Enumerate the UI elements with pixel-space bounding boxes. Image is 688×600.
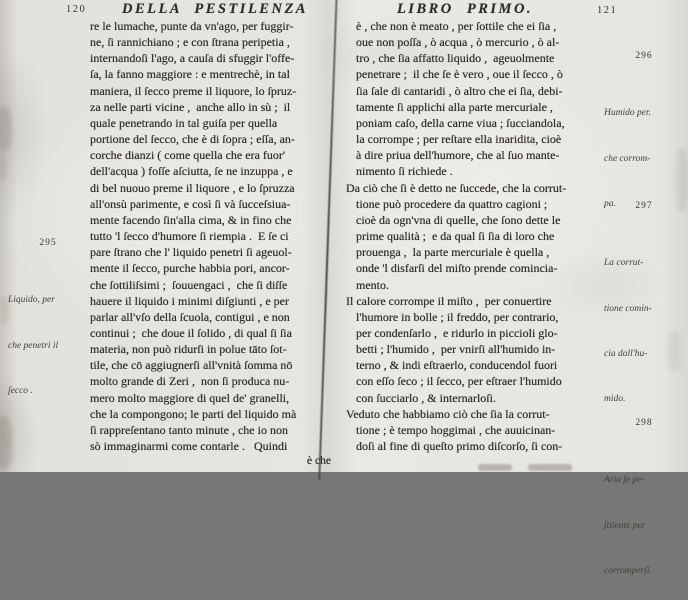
- text-line: internandoſi l'ago, a cauſa di sfuggir l'offe-: [90, 51, 295, 66]
- folio-number-left: 120: [66, 4, 87, 15]
- text-line: re le lumache, punte da vn'ago, per fuggir-: [90, 19, 294, 33]
- text-line: tro , che ſia affatto liquido , ageuolmente: [356, 51, 555, 66]
- text-line: portione del ſecco, che è di ſopra ; eſſa, an-: [90, 132, 295, 147]
- folio-number-right: 121: [597, 5, 618, 16]
- running-title-right: LIBRO PRIMO.: [396, 1, 534, 17]
- margin-note-line: Aria ſe pe-: [604, 475, 645, 486]
- text-line: con ſucciarlo , & internarloſi.: [356, 390, 496, 405]
- cut-off-line-fragment: [478, 464, 512, 471]
- text-line: mento.: [356, 277, 389, 292]
- text-line: prouenga , la parte mercuriale è quella ,: [356, 245, 550, 260]
- margin-note-text: [8, 250, 88, 419]
- body-text-left: [90, 18, 340, 454]
- body-text-right: [346, 18, 612, 454]
- text-line: mente facendo ſin'alla cima, & in fino che: [90, 212, 292, 227]
- margin-note-line: mido.: [604, 394, 626, 405]
- text-line: tamente ſi applichi alla parte mercuriale ,: [356, 99, 553, 114]
- margin-note-text: [604, 213, 684, 428]
- text-line: che la compongono; le parti del liquido mà: [90, 406, 297, 421]
- text-line: tile, che cō aggiugnerſi all'vnità ſomma nō: [90, 358, 293, 373]
- text-line: oue non poſſa , ò acqua , ò mercurio , ò al-: [356, 35, 560, 50]
- text-line: doſi al fine di queſto primo diſcorſo, ſi con-: [356, 439, 563, 454]
- margin-note-line: La corrut-: [604, 258, 644, 269]
- showthrough-mark: [0, 416, 12, 470]
- margin-note-line: che penetri il: [8, 340, 59, 351]
- text-line: di bel nuouo preme il liquore , e lo ſpruzza: [90, 180, 295, 195]
- margin-note-line: cia dall'hu-: [604, 348, 648, 359]
- showthrough-mark: [0, 106, 12, 152]
- text-line: la corrompe ; per reſtare ella inaridita, cioè: [356, 132, 562, 147]
- text-line: materia, non può ridurſi in polue tāto ſot-: [90, 342, 287, 357]
- margin-note: [604, 198, 684, 428]
- text-line: poniam caſo, della carne viua ; ſucciandola,: [356, 115, 565, 130]
- catchword-left: è che: [307, 455, 331, 467]
- margin-note-number: 295: [39, 238, 57, 248]
- text-line: za nelle parti vicine , anche allo in sù ; il: [90, 99, 291, 114]
- text-line: hauere il liquido i minimi diſgiunti , e per: [90, 293, 289, 308]
- margin-note-number: 297: [635, 201, 653, 211]
- text-line: corche dianzi ( come quella che era fuor': [90, 148, 286, 163]
- text-line: Il calore corrompe il miſto , per conuertire: [346, 293, 552, 308]
- text-line: Veduto che habbiamo ciò che ſia la corrut-: [346, 406, 550, 421]
- text-line: ſia ſale di cantaridi , ò altro che ei ſia, debi-: [356, 83, 563, 98]
- text-line: Da ciò che ſi è detto ne ſuccede, che la corrut-: [346, 180, 567, 195]
- margin-note-line: Humido per.: [604, 108, 651, 119]
- text-line: all'onsù parimente, e così ſi và ſucceſsiua-: [90, 196, 291, 211]
- margin-note: [8, 238, 88, 420]
- margin-note-line: ſtilente per: [604, 520, 646, 531]
- text-line: nimento ſi richiede .: [356, 164, 453, 179]
- margin-note-line: Liquido, per: [8, 295, 55, 306]
- text-line: continui ; che doue il ſolido , di qual ſi ſia: [90, 325, 292, 340]
- text-line: con eſſo ſeco ; il ſecco, per eſtraer l'humido: [356, 374, 562, 389]
- margin-note-number: 298: [635, 418, 653, 428]
- cut-off-line-fragment: [528, 464, 572, 471]
- text-line: maniera, il ſecco preme il liquore, lo ſpruz-: [90, 83, 297, 98]
- margin-note-line: ſecco .: [8, 385, 33, 396]
- text-line: mente il ſecco, purche habbia pori, ancor-: [90, 261, 290, 276]
- margin-note-number: 296: [635, 51, 653, 61]
- text-line: betti ; l'humido , per vnirſi all'humido in-: [356, 342, 556, 357]
- text-line: per condenſarlo , e ridurlo in piccioli glo-: [356, 325, 558, 340]
- margin-note: [604, 418, 684, 600]
- text-line: dell'acqua ) foſſe aſciutta, ſe ne inzuppa , e: [90, 164, 293, 179]
- text-line: prime qualità ; e da qual ſi ſia di loro che: [356, 229, 555, 244]
- text-line: quale penetrando in tal guiſa per quella: [90, 115, 278, 130]
- text-line: che ſottiliſsimi ; ſouuengaci , che ſi diſſe: [90, 277, 288, 292]
- text-line: à dire priua dell'humore, che al ſuo mante-: [356, 148, 560, 163]
- text-line: mero molto maggiore di quel de' granelli,: [90, 390, 290, 405]
- text-line: parlar all'vſo della ſcuola, contigui , e non: [90, 309, 290, 324]
- text-line: ſi rappreſentano tanto minute , che io non: [90, 422, 288, 437]
- text-line: molto grande di Zeri , non ſi produca nu-: [90, 374, 290, 389]
- text-line: sò immaginarmi come contarle . Quindi: [90, 439, 288, 454]
- text-line: cioè da ogn'vna di quelle, che ſono dette le: [356, 212, 561, 227]
- text-line: onde 'l disfarſi del miſto prende comincia-: [356, 261, 558, 276]
- running-title-left: DELLA PESTILENZA: [122, 1, 308, 17]
- margin-note-line: pa.: [604, 198, 616, 209]
- text-line: penetrare ; il che ſe è vero , oue il ſecco , ò: [356, 67, 563, 82]
- text-line: è , che non è meato , per ſottile che ei ſia ,: [356, 19, 557, 33]
- text-line: terno , & indi eſtraerlo, conducendol fuori: [356, 358, 558, 373]
- margin-note-line: corromperſi.: [604, 565, 652, 576]
- text-line: ne, ſi rannichiano ; e con ſtrana peripetia ,: [90, 35, 290, 50]
- text-line: pare ſtrano che l' liquido penetri ſi ageuol-: [90, 245, 292, 260]
- margin-note-line: tione comin-: [604, 303, 652, 314]
- text-line: tutto 'l ſecco d'humore ſi riempia . E ſe ci: [90, 229, 289, 244]
- text-line: l'humore in bolle ; il freddo, per contrario,: [356, 309, 559, 324]
- showthrough-mark: [0, 154, 7, 180]
- text-line: ſa, la fanno maggiore : e mentrechè, in tal: [90, 67, 290, 82]
- margin-note-line: che corrom-: [604, 153, 651, 164]
- text-line: tione può procedere da quattro cagioni ;: [356, 196, 548, 211]
- text-line: tione ; è tempo hoggimai , che auuicinan-: [356, 422, 556, 437]
- margin-note-text: [604, 430, 684, 599]
